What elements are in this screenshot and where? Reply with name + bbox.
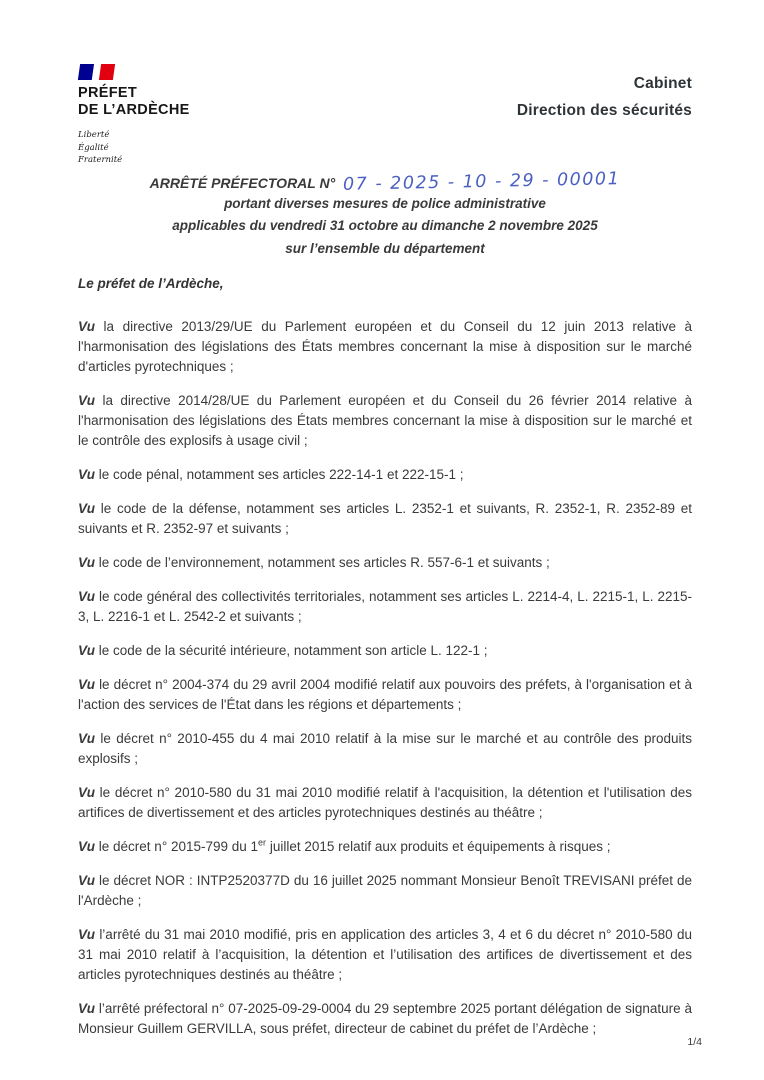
vu-text: juillet 2015 relatif aux produits et équipements à risques ; — [266, 838, 611, 854]
vu-paragraph — [78, 465, 692, 485]
motto-liberte: Liberté — [78, 129, 110, 140]
decree-subtitle — [78, 193, 692, 260]
vu-lead: Vu — [78, 730, 96, 746]
vu-lead: Vu — [78, 872, 96, 888]
decree-subtitle-line3: sur l’ensemble du département — [285, 240, 485, 256]
vu-lead: Vu — [78, 642, 96, 658]
vu-text: le code de la défense, notamment ses articles L. 2352-1 et suivants, R. 2352-1, R. 2352-89 et suivants et R. 2352-97 et suivants ; — [78, 500, 692, 536]
vu-text: la directive 2013/29/UE du Parlement européen et du Conseil du 12 juin 2013 relative à l'harmonisation des législations des États membres concernant la mise à disposition sur le marché d'articles pyrotechniques ; — [78, 318, 692, 374]
vu-paragraph — [78, 999, 692, 1039]
flag-red-stripe — [99, 64, 115, 80]
page-number: 1/4 — [687, 1036, 702, 1048]
vu-lead: Vu — [78, 676, 96, 692]
prefecture-name — [78, 85, 268, 120]
vu-lead: Vu — [78, 838, 96, 854]
vu-text: le décret n° 2004-374 du 29 avril 2004 modifié relatif aux pouvoirs des préfets, à l'organisation et à l'action des services de l'État dans les régions et départements ; — [78, 676, 692, 712]
vu-lead: Vu — [78, 392, 96, 408]
prefecture-name-line1: PRÉFET — [78, 85, 137, 101]
vu-text: le code de l’environnement, notamment ses articles R. 557-6-1 et suivants ; — [98, 554, 550, 570]
issuing-service — [517, 70, 692, 124]
decree-subtitle-line1: portant diverses mesures de police administrative — [224, 196, 546, 212]
vu-paragraphs — [78, 317, 692, 1039]
vu-lead: Vu — [78, 926, 96, 942]
vu-text: la directive 2014/28/UE du Parlement européen et du Conseil du 26 février 2014 relative à l'harmonisation des législations des États membres concernant la mise à disposition sur le marché et le contrôle des explosifs à usage civil ; — [78, 392, 692, 448]
prefecture-name-line2: DE L’ARDÈCHE — [78, 102, 190, 119]
vu-text: le code général des collectivités territoriales, notamment ses articles L. 2214-4, L. 2215-1, L. 2215-3, L. 2216-1 et L. 2542-2 et suivants ; — [78, 588, 692, 624]
vu-text-superscript: er — [258, 837, 267, 848]
vu-text: le décret n° 2010-455 du 4 mai 2010 relatif à la mise sur le marché et au contrôle des produits explosifs ; — [78, 730, 692, 766]
vu-lead: Vu — [78, 554, 96, 570]
vu-paragraph — [78, 675, 692, 715]
vu-lead: Vu — [78, 784, 96, 800]
motto-fraternite: Fraternité — [78, 155, 123, 166]
vu-text: le décret NOR : INTP2520377D du 16 juillet 2025 nommant Monsieur Benoît TREVISANI préfet de l'Ardèche ; — [78, 872, 692, 908]
vu-lead: Vu — [78, 588, 96, 604]
vu-paragraph — [78, 729, 692, 769]
service-direction: Direction des sécurités — [516, 102, 692, 120]
vu-text: l’arrêté du 31 mai 2010 modifié, pris en application des articles 3, 4 et 6 du décret n° 2010-580 du 31 mai 2010 relatif à l’acquisition, la détention et l’utilisation des artifices de divertissement et des articles pyrotechniques destinés au théâtre ; — [78, 926, 692, 982]
vu-text: le décret n° 2010-580 du 31 mai 2010 modifié relatif à l'acquisition, la détention et l'utilisation des artifices de divertissement et des articles pyrotechniques destinés au théâtre ; — [78, 784, 692, 820]
vu-paragraph — [78, 391, 692, 451]
decree-title-block — [78, 169, 692, 260]
vu-lead: Vu — [78, 318, 96, 334]
vu-text: le code de la sécurité intérieure, notamment son article L. 122-1 ; — [98, 642, 488, 658]
vu-paragraph — [78, 871, 692, 911]
vu-paragraph — [78, 553, 692, 573]
vu-paragraph — [78, 641, 692, 661]
vu-paragraph — [78, 587, 692, 627]
vu-paragraph — [78, 499, 692, 539]
vu-lead: Vu — [78, 500, 96, 516]
vu-text: le décret n° 2015-799 du 1 — [98, 838, 259, 854]
vu-paragraph — [78, 783, 692, 823]
vu-paragraph — [78, 837, 692, 857]
vu-text: l’arrêté préfectoral n° 07-2025-09-29-0004 du 29 septembre 2025 portant délégation de signature à Monsieur Guillem GERVILLA, sous préfet, directeur de cabinet du préfet de l’Ardèche ; — [78, 1000, 692, 1036]
republic-motto — [78, 129, 268, 167]
motto-egalite: Égalité — [78, 142, 109, 153]
vu-paragraph — [78, 925, 692, 985]
vu-paragraph — [78, 317, 692, 377]
decree-label: ARRÊTÉ PRÉFECTORAL N° — [149, 175, 336, 192]
salutation: Le préfet de l’Ardèche, — [78, 275, 224, 291]
vu-lead: Vu — [78, 1000, 96, 1016]
decree-number-handwritten: 07 - 2025 - 10 - 29 - 00001 — [342, 169, 621, 195]
prefecture-logo — [78, 64, 268, 167]
document-header — [78, 64, 692, 167]
french-flag-icon — [79, 64, 119, 80]
decree-subtitle-line2: applicables du vendredi 31 octobre au dimanche 2 novembre 2025 — [172, 218, 598, 234]
vu-lead: Vu — [78, 466, 96, 482]
service-cabinet: Cabinet — [633, 75, 692, 92]
vu-text: le code pénal, notamment ses articles 222-14-1 et 222-15-1 ; — [98, 466, 464, 482]
decree-title-line — [78, 169, 692, 195]
